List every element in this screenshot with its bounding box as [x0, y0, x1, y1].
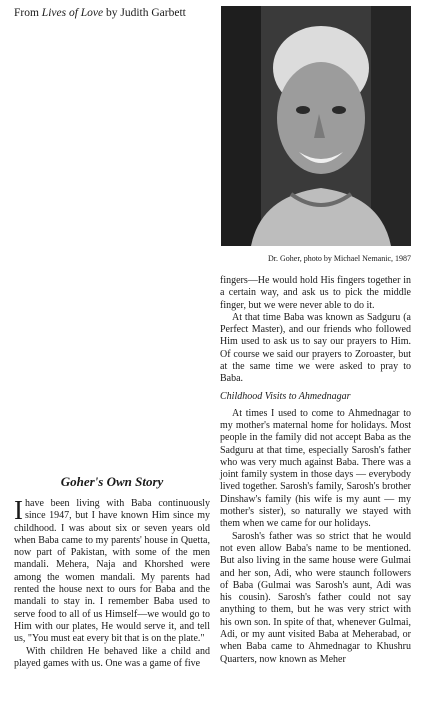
right-paragraph-4: Sarosh's father was so strict that he would not even allow Baba's name to be mentioned. But also living in the same house were Gulmai and her son, Adi, who were staunch followers of Baba (Gulmai was Sarosh's aunt, Adi was his cousin). Sarosh's father could not say anything to them, but he was very strict with his own son. In spite of that, whenever Gulmai, Adi, or my aunt visited Baba at Meherabad, or when Baba came to Ahmednagar to Khushru Quarters, now known as Meher: [220, 530, 411, 665]
section-subheading: Childhood Visits to Ahmednagar: [220, 390, 351, 402]
left-column: [14, 495, 210, 726]
source-credit: [14, 6, 214, 20]
source-book-title: Lives of Love: [41, 7, 104, 19]
right-paragraph-2: At that time Baba was known as Sadguru (a Perfect Master), and our friends who followed Him used to ask us to say our prayers to Him. Of course we said our prayers to Zoroaster, but at the same time we were asked to pray to Baba.: [220, 311, 411, 385]
right-paragraph-3: At times I used to come to Ahmednagar to my mother's maternal home for holidays. Most people in the family did not accept Baba as the Sadguru at that time, especially Sarosh's father who was very much against Baba. There was a joint family system in those days — everybody lived together. Sarosh's family, Sarosh's brother Dinshaw's family (his wife is my aunt — my mother's sister), so naturally we stayed with them when we came for our holidays.: [220, 407, 411, 530]
source-author: by Judith Garbett: [103, 7, 186, 19]
photo-caption: Dr. Goher, photo by Michael Nemanic, 1987: [268, 254, 411, 263]
source-prefix: From: [14, 7, 42, 19]
article-title: Goher's Own Story: [60, 474, 164, 489]
right-paragraph-1: fingers—He would hold His fingers together in a certain way, and ask us to pick the middle finger, but we were never able to do it.: [220, 275, 411, 311]
portrait-illustration: [221, 6, 411, 246]
left-paragraph-2: With children He behaved like a child and played games with us. One was a game of five: [14, 645, 210, 669]
left-paragraph-1: Ihave been living with Baba continuously since 1947, but I have known Him since my childhood. I was about six or seven years old when Baba came to my parents' house in Quetta, now part of Pakistan, with some of the men mandali. Mehera, Naja and Khorshed were among the women mandali. My parents had rented the house next to ours for Baba and the mandali to stay in. I remember Baba used to serve food to all of us Himself—we would go to Him with our plates, He would serve it, and tell us, "You must eat every bit that is on the plate.": [14, 495, 210, 645]
portrait-photo: [221, 6, 411, 246]
right-column: [220, 275, 411, 725]
